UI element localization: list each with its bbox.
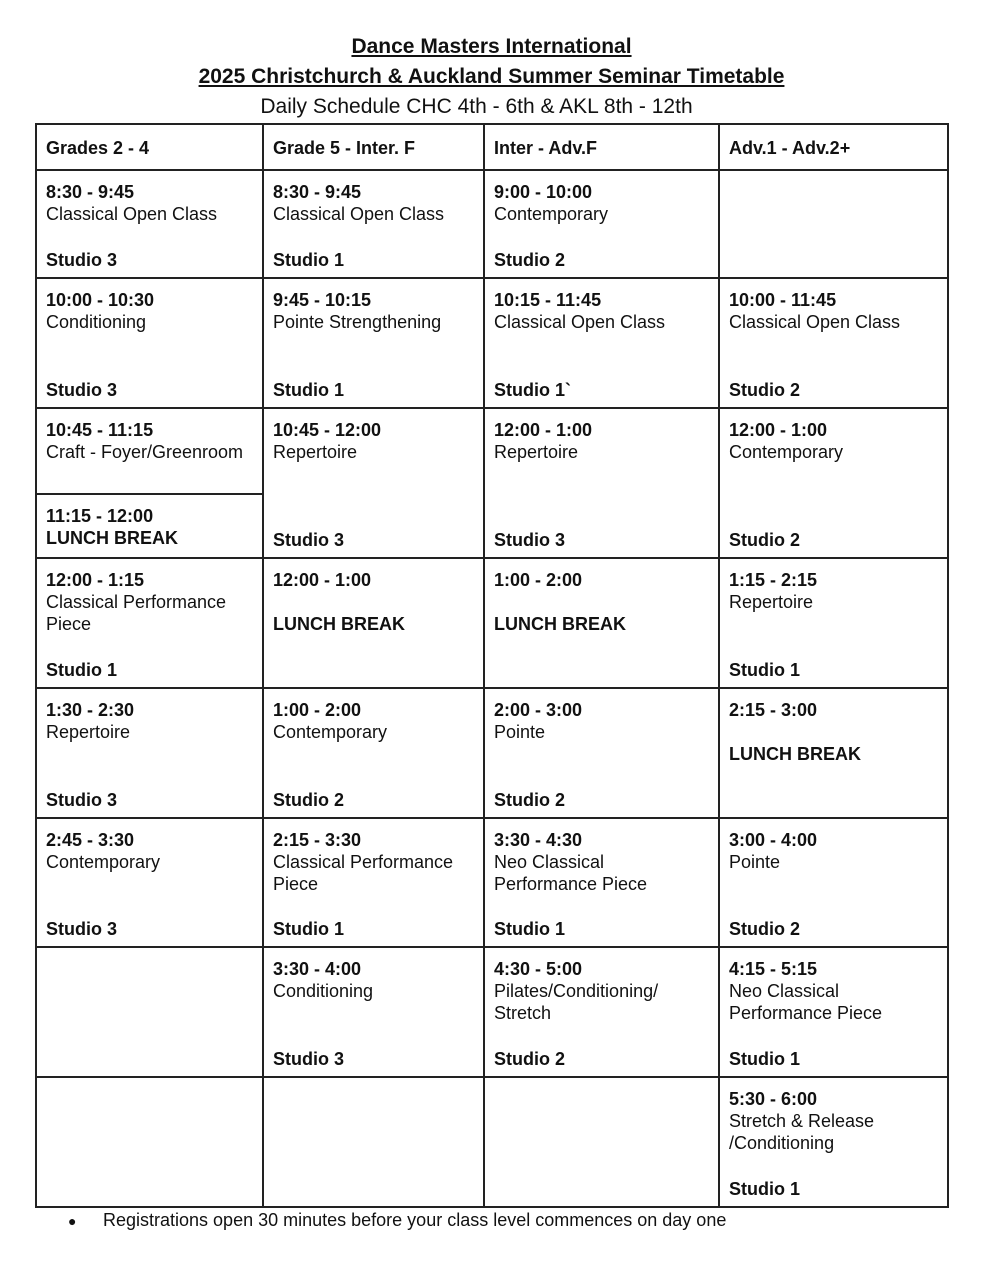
schedule-cell (484, 947, 719, 1077)
studio-label: Studio 1 (273, 919, 344, 939)
class-time: 9:45 - 10:15 (273, 290, 372, 310)
schedule-cell (36, 408, 263, 494)
class-time: 10:15 - 11:45 (494, 290, 602, 310)
empty-cell (263, 1077, 484, 1207)
schedule-cell (263, 818, 484, 947)
class-name: Neo Classical Performance Piece (494, 852, 648, 894)
schedule-cell (263, 947, 484, 1077)
footnote-text: Registrations open 30 minutes before your class level commences on day one (103, 1210, 727, 1230)
class-time: 10:00 - 10:30 (46, 290, 155, 310)
class-time: 1:00 - 2:00 (273, 700, 362, 720)
class-name: Neo Classical Performance Piece (729, 981, 883, 1023)
column-header: Adv.1 - Adv.2+ (719, 124, 948, 170)
class-name: Pointe Strengthening (273, 312, 442, 332)
schedule-cell (719, 278, 948, 408)
studio-label: Studio 3 (46, 250, 117, 270)
header-row (36, 124, 948, 170)
class-name: Classical Performance Piece (46, 592, 227, 634)
class-time: 12:00 - 1:00 (273, 570, 372, 590)
schedule-cell (484, 818, 719, 947)
studio-label: Studio 3 (273, 1049, 344, 1069)
column-header: Inter - Adv.F (484, 124, 719, 170)
schedule-cell (719, 408, 948, 558)
class-time: 4:15 - 5:15 (729, 959, 818, 979)
lunch-break-label: LUNCH BREAK (494, 614, 626, 634)
class-name: Pointe (729, 852, 781, 872)
studio-label: Studio 2 (729, 530, 800, 550)
class-name: Stretch & Release /Conditioning (729, 1111, 875, 1153)
class-name: Repertoire (729, 592, 814, 612)
studio-label: Studio 2 (494, 250, 565, 270)
class-time: 12:00 - 1:15 (46, 570, 145, 590)
schedule-cell (719, 818, 948, 947)
table-row (36, 558, 948, 688)
schedule-cell (719, 947, 948, 1077)
table-row (36, 278, 948, 408)
class-time: 10:00 - 11:45 (729, 290, 837, 310)
bullet-icon: ● (68, 1213, 77, 1229)
schedule-cell (484, 278, 719, 408)
class-time: 12:00 - 1:00 (729, 420, 828, 440)
page-title: 2025 Christchurch & Auckland Summer Seminar Timetable (198, 65, 785, 88)
studio-label: Studio 2 (729, 380, 800, 400)
schedule-cell (263, 170, 484, 278)
studio-label: Studio 3 (46, 919, 117, 939)
class-name: Classical Open Class (494, 312, 666, 332)
class-time: 3:30 - 4:30 (494, 830, 583, 850)
class-name: Contemporary (273, 722, 388, 742)
schedule-cell (484, 170, 719, 278)
schedule-cell (484, 688, 719, 818)
class-name: Pointe (494, 722, 546, 742)
class-time: 2:15 - 3:00 (729, 700, 818, 720)
empty-cell (36, 947, 263, 1077)
class-time: 2:45 - 3:30 (46, 830, 135, 850)
class-time: 1:30 - 2:30 (46, 700, 135, 720)
studio-label: Studio 1 (273, 380, 344, 400)
studio-label: Studio 2 (273, 790, 344, 810)
lunch-break-label: LUNCH BREAK (729, 744, 861, 764)
class-time: 1:00 - 2:00 (494, 570, 583, 590)
schedule-cell (36, 818, 263, 947)
class-time: 10:45 - 12:00 (273, 420, 382, 440)
class-time: 12:00 - 1:00 (494, 420, 593, 440)
schedule-cell (36, 558, 263, 688)
class-time: 8:30 - 9:45 (273, 182, 362, 202)
studio-label: Studio 2 (494, 790, 565, 810)
schedule-cell (484, 558, 719, 688)
empty-cell (719, 170, 948, 278)
org-title: Dance Masters International (351, 35, 632, 58)
class-name: Craft - Foyer/Greenroom (46, 442, 244, 462)
studio-label: Studio 1 (729, 1049, 800, 1069)
studio-label: Studio 2 (494, 1049, 565, 1069)
schedule-cell (263, 688, 484, 818)
class-name: Classical Open Class (729, 312, 901, 332)
empty-cell (484, 1077, 719, 1207)
class-time: 3:00 - 4:00 (729, 830, 818, 850)
column-header: Grades 2 - 4 (36, 124, 263, 170)
class-time: 5:30 - 6:00 (729, 1089, 818, 1109)
schedule-cell (36, 170, 263, 278)
class-time: 2:00 - 3:00 (494, 700, 583, 720)
class-time: 10:45 - 11:15 (46, 420, 154, 440)
schedule-cell (263, 558, 484, 688)
table-row (36, 947, 948, 1077)
schedule-cell (484, 408, 719, 558)
page-subtitle: Daily Schedule CHC 4th - 6th & AKL 8th - 12th (260, 95, 693, 118)
table-row (36, 818, 948, 947)
class-time: 2:15 - 3:30 (273, 830, 362, 850)
class-name: Pilates/Conditioning/ Stretch (494, 981, 659, 1023)
schedule-cell (719, 558, 948, 688)
studio-label: Studio 3 (46, 790, 117, 810)
class-name: Repertoire (273, 442, 358, 462)
studio-label: Studio 1 (729, 660, 800, 680)
table-row (36, 170, 948, 278)
studio-label: Studio 3 (46, 380, 117, 400)
class-name: Classical Open Class (46, 204, 218, 224)
class-name: Contemporary (729, 442, 844, 462)
studio-label: Studio 3 (273, 530, 344, 550)
class-name: Conditioning (273, 981, 374, 1001)
studio-label: Studio 1` (494, 380, 571, 400)
class-name: Classical Performance Piece (273, 852, 454, 894)
class-name: Repertoire (46, 722, 131, 742)
footnote (68, 1209, 726, 1232)
class-name: Classical Open Class (273, 204, 445, 224)
lunch-break-label: LUNCH BREAK (273, 614, 405, 634)
class-time: 4:30 - 5:00 (494, 959, 583, 979)
class-time: 8:30 - 9:45 (46, 182, 135, 202)
class-time: 11:15 - 12:00 (46, 506, 154, 526)
timetable (35, 123, 949, 1208)
schedule-cell (36, 494, 263, 558)
studio-label: Studio 1 (729, 1179, 800, 1199)
class-name: Conditioning (46, 312, 147, 332)
class-time: 1:15 - 2:15 (729, 570, 818, 590)
empty-cell (36, 1077, 263, 1207)
table-row (36, 1077, 948, 1207)
column-header: Grade 5 - Inter. F (263, 124, 484, 170)
schedule-cell (719, 688, 948, 818)
schedule-cell (36, 688, 263, 818)
table-row (36, 688, 948, 818)
studio-label: Studio 1 (494, 919, 565, 939)
studio-label: Studio 1 (273, 250, 344, 270)
class-name: Contemporary (494, 204, 609, 224)
schedule-cell (263, 408, 484, 558)
lunch-break-label: LUNCH BREAK (46, 528, 178, 548)
class-name: Contemporary (46, 852, 161, 872)
table-row (36, 408, 948, 494)
studio-label: Studio 2 (729, 919, 800, 939)
class-name: Repertoire (494, 442, 579, 462)
schedule-cell (719, 1077, 948, 1207)
studio-label: Studio 1 (46, 660, 117, 680)
schedule-cell (36, 278, 263, 408)
class-time: 9:00 - 10:00 (494, 182, 593, 202)
studio-label: Studio 3 (494, 530, 565, 550)
class-time: 3:30 - 4:00 (273, 959, 362, 979)
schedule-cell (263, 278, 484, 408)
